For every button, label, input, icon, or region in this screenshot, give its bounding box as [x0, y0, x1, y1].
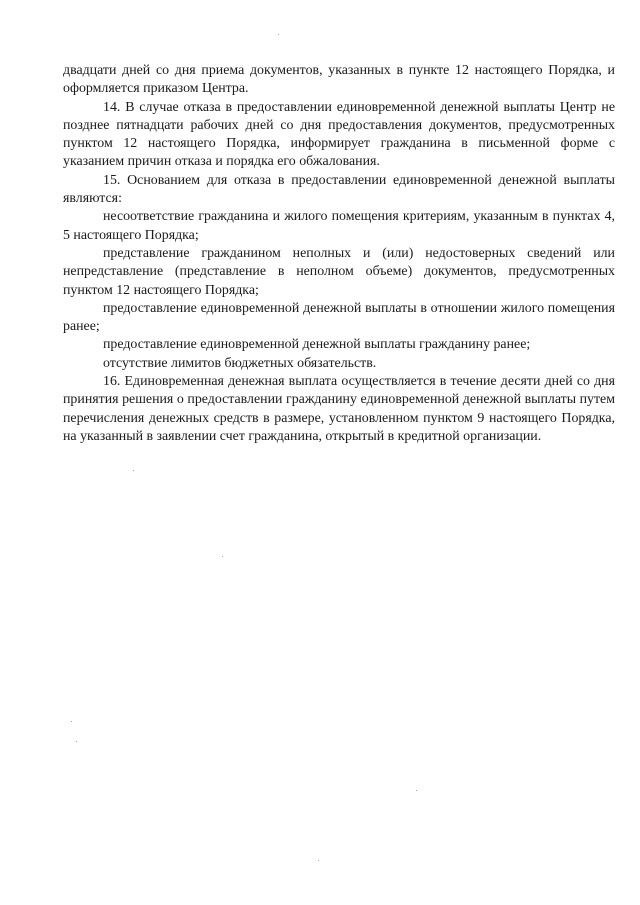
scan-speck — [76, 741, 77, 742]
paragraph-continuation: двадцати дней со дня приема документов, указанных в пункте 12 настоящего Порядка, и оформляется приказом Центра. — [63, 63, 615, 97]
scan-speck — [71, 721, 72, 722]
scan-speck — [222, 556, 223, 557]
scan-speck — [416, 790, 417, 791]
paragraph-clause-16: 16. Единовременная денежная выплата осуществляется в течение десяти дней со дня принятия решения о предоставлении гражданину единовременной денежной выплаты путем перечисления денежных средств в размере, установленном пунктом 9 настоящего Порядка, на указанный в заявлении счет гражданина, открытый в кредитной организации. — [63, 374, 615, 444]
scan-speck — [278, 34, 279, 35]
list-item-no-budget-limits: отсутствие лимитов бюджетных обязательств. — [103, 355, 377, 371]
document-page — [63, 62, 615, 446]
list-item-criteria-mismatch: несоответствие гражданина и жилого помещения критериям, указанным в пунктах 4, 5 настоящего Порядка; — [63, 209, 615, 243]
scan-speck — [318, 860, 319, 861]
scan-speck — [133, 470, 134, 471]
paragraph-clause-14: 14. В случае отказа в предоставлении единовременной денежной выплаты Центр не позднее пятнадцати рабочих дней со дня предоставления документов, предусмотренных пунктом 12 настоящего Порядка, информирует гражданина в письменной форме с указанием причин отказа и порядка его обжалования. — [63, 99, 615, 170]
list-item-prior-payment-citizen: предоставление единовременной денежной выплаты гражданину ранее; — [103, 337, 531, 353]
list-item-prior-payment-housing: предоставление единовременной денежной выплаты в отношении жилого помещения ранее; — [63, 300, 615, 335]
list-item-incomplete-documents: представление гражданином неполных и (или) недостоверных сведений или непредставление (представление в неполном объеме) документов, предусмотренных пунктом 12 настоящего Порядка; — [63, 245, 615, 298]
paragraph-clause-15: 15. Основанием для отказа в предоставлении единовременной денежной выплаты являются: — [63, 172, 615, 207]
